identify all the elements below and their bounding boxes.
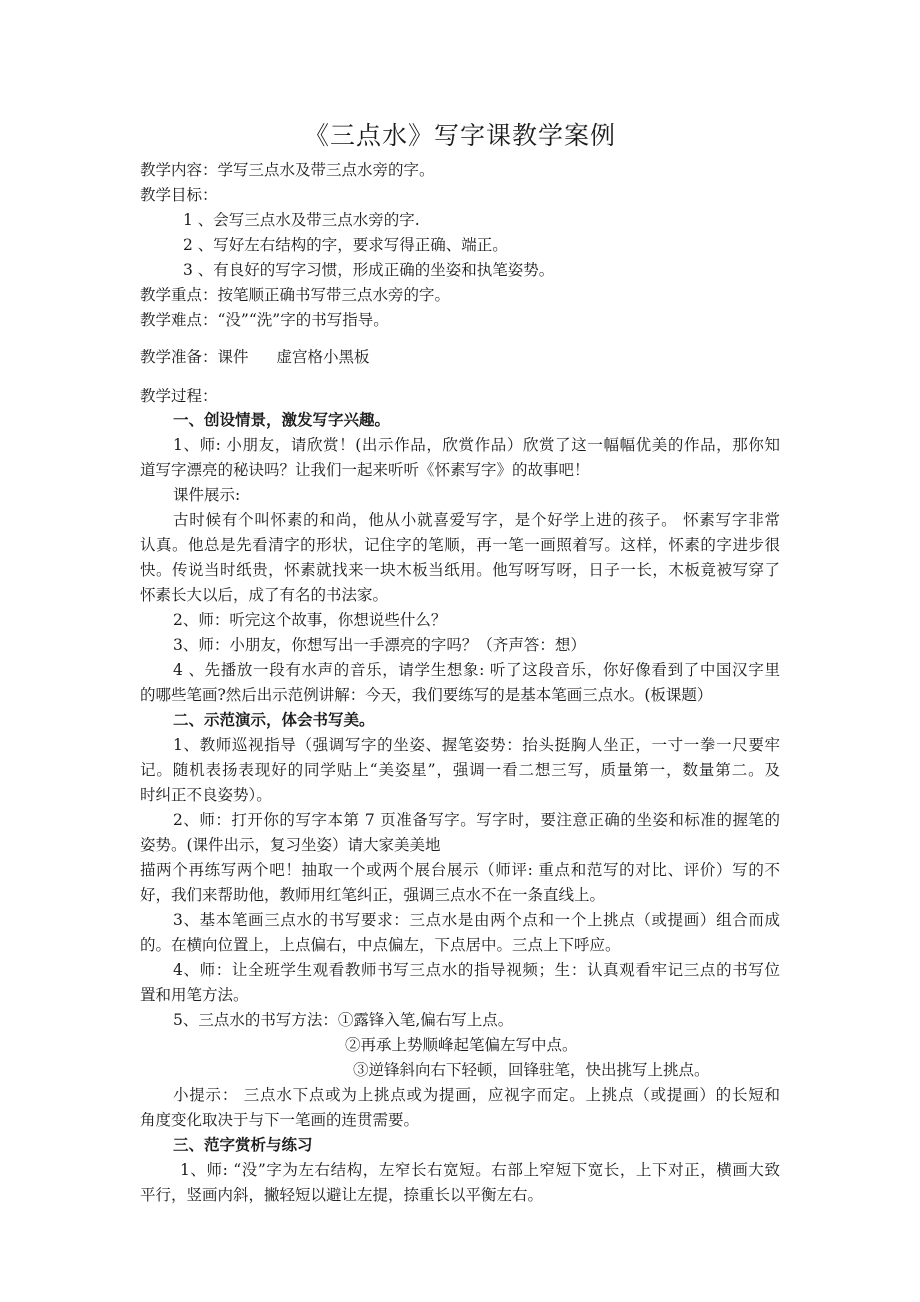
tip: 角度变化取决于与下一笔画的连贯需要。 <box>140 1111 420 1129</box>
prep-label: 教学准备：课件 <box>140 348 249 366</box>
story-line: 快。传说当时纸贵，怀素就找来一块木板当纸用。他写呀写呀，日子一长，木板竟被写穿了 <box>140 561 780 579</box>
prep-item: 虚宫格小黑板 <box>276 348 370 366</box>
paragraph: 记。随机表扬表现好的同学贴上“美姿星”，强调一看二想三写，质量第一，数量第二。及 <box>140 761 780 779</box>
paragraph: 置和用笔方法。 <box>140 986 249 1004</box>
paragraph: 3、师：小朋友，你想写出一手漂亮的字吗？（齐声答：想） <box>173 636 586 654</box>
section2-heading: 二、示范演示，体会书写美。 <box>173 710 375 729</box>
method-step: ②再承上势顺峰起笔偏左写中点。 <box>345 1036 578 1054</box>
method-step: ③逆锋斜向右下轻顿，回锋驻笔，快出挑写上挑点。 <box>353 1061 710 1079</box>
paragraph: 的哪些笔画?然后出示范例讲解：今天，我们要练写的是基本笔画三点水。(板课题） <box>140 686 713 704</box>
goal-item: 1 、会写三点水及带三点水旁的字. <box>183 211 420 229</box>
paragraph: 2、师：打开你的写字本第 7 页准备写字。写字时，要注意正确的坐姿和标准的握笔的 <box>173 811 780 829</box>
paragraph: 好，我们来帮助他，教师用红笔纠正，强调三点水不在一条直线上。 <box>140 886 606 904</box>
paragraph: 2、师：听完这个故事，你想说些什么？ <box>173 611 447 629</box>
preparation <box>140 345 780 369</box>
method-step: 5、三点水的书写方法：①露锋入笔,偏右写上点。 <box>173 1011 514 1029</box>
paragraph: 道写字漂亮的秘诀吗？让我们一起来听听《怀素写字》的故事吧！ <box>140 461 590 479</box>
paragraph: 4、师：让全班学生观看教师书写三点水的指导视频；生：认真观看牢记三点的书写位 <box>173 961 780 979</box>
goal-item: 2 、写好左右结构的字，要求写得正确、端正。 <box>183 236 508 254</box>
section3-heading: 三、范字赏析与练习 <box>173 1135 313 1154</box>
process-label: 教学过程： <box>140 387 218 405</box>
difficulty: 教学难点：“没”“洗”字的书写指导。 <box>140 311 389 329</box>
tip: 小提示： 三点水下点或为上挑点或为提画，应视字而定。上挑点（或提画）的长短和 <box>173 1086 780 1104</box>
goals-label: 教学目标： <box>140 186 218 204</box>
paragraph: 4 、先播放一段有水声的音乐，请学生想象: 听了这段音乐，你好像看到了中国汉字里 <box>173 661 780 679</box>
section1-heading: 一、创设情景，激发写字兴趣。 <box>173 410 391 429</box>
show-label: 课件展示: <box>173 486 241 504</box>
paragraph: 3、基本笔画三点水的书写要求：三点水是由两个点和一个上挑点（或提画）组合而成 <box>173 911 780 929</box>
page-title: 《三点水》写字课教学案例 <box>303 121 616 150</box>
paragraph: 1、师: “没”字为左右结构，左窄长右宽短。右部上窄短下宽长，上下对正，横画大致 <box>180 1161 780 1179</box>
paragraph: 时纠正不良姿势）。 <box>140 786 272 804</box>
paragraph: 平行，竖画内斜，撇轻短以避让左提，捺重长以平衡左右。 <box>140 1186 544 1204</box>
paragraph: 1、教师巡视指导（强调写字的坐姿、握笔姿势：抬头挺胸人坐正，一寸一拳一尺要牢 <box>173 736 780 754</box>
story-line: 怀素长大以后，成了有名的书法家。 <box>140 586 389 604</box>
story-line: 认真。他总是先看清字的形状，记住字的笔顺，再一笔一画照着写。这样，怀素的字进步很 <box>140 536 780 554</box>
paragraph: 的。在横向位置上，上点偏右，中点偏左，下点居中。三点上下呼应。 <box>140 936 621 954</box>
key-point: 教学重点：按笔顺正确书写带三点水旁的字。 <box>140 286 451 304</box>
goal-item: 3 、有良好的写字习惯，形成正确的坐姿和执笔姿势。 <box>183 261 555 279</box>
teaching-content: 教学内容：学写三点水及带三点水旁的字。 <box>140 161 435 179</box>
paragraph: 描两个再练写两个吧！抽取一个或两个展台展示（师评: 重点和范写的对比、评价）写的不 <box>140 861 780 879</box>
paragraph: 1、师: 小朋友，请欣赏！(出示作品，欣赏作品）欣赏了这一幅幅优美的作品，那你知 <box>173 436 780 454</box>
paragraph: 姿势。(课件出示，复习坐姿）请大家美美地 <box>140 836 441 854</box>
story-line: 古时候有个叫怀素的和尚，他从小就喜爱写字，是个好学上进的孩子。 怀素写字非常 <box>173 511 780 529</box>
